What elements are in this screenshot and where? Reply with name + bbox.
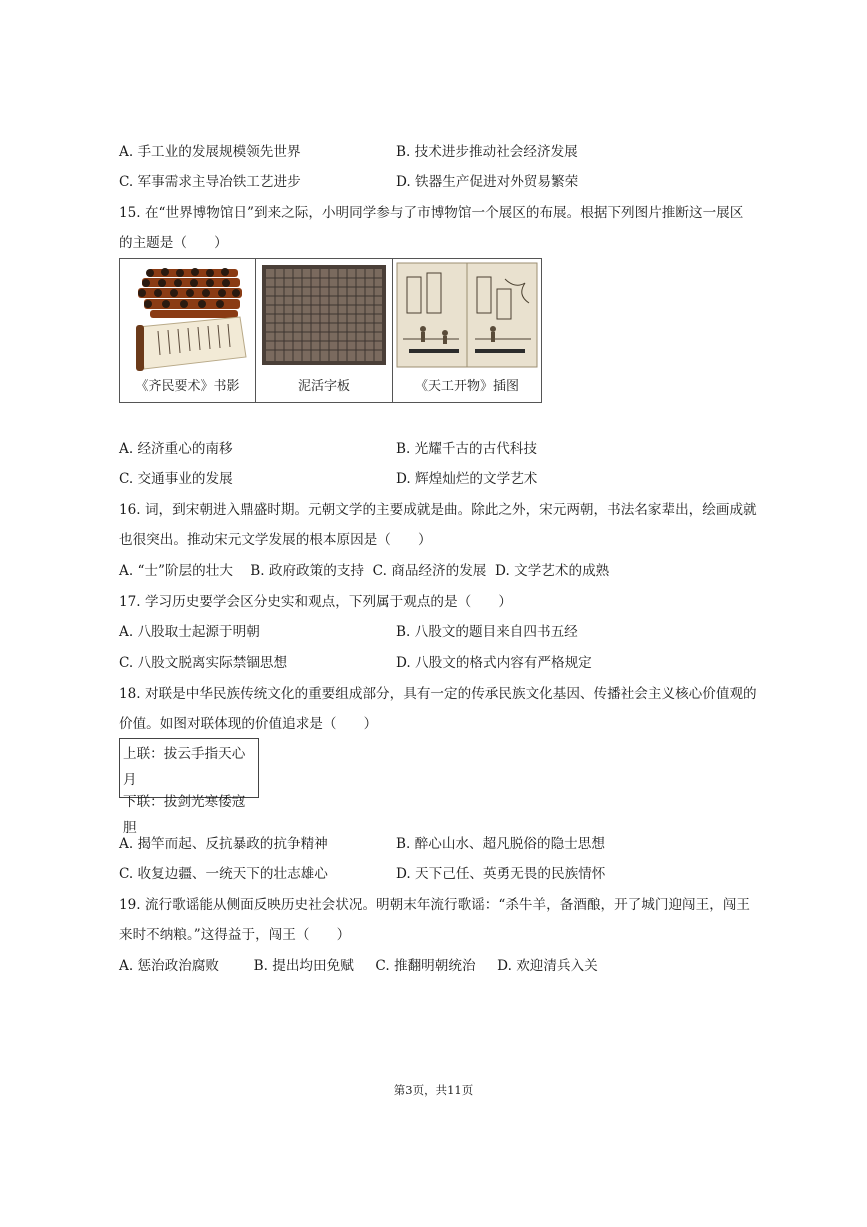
couplet-lower: 下联：拔剑光寒倭寇胆 (123, 794, 246, 836)
q19-option-c: C. 推翻明朝统治 (375, 958, 476, 974)
q15-stem-line2: 的主题是（ ） (119, 235, 228, 251)
q18-option-c: C. 收复边疆、一统天下的壮志雄心 (119, 866, 328, 882)
q17-option-c: C. 八股文脱离实际禁锢思想 (119, 655, 288, 671)
q15-option-b: B. 光耀千古的古代科技 (396, 441, 537, 457)
q17-option-a: A. 八股取士起源于明朝 (119, 624, 260, 640)
q19-option-a: A. 惩治政治腐败 (119, 958, 220, 974)
q18-stem-line2: 价值。如图对联体现的价值追求是（ ） (119, 716, 378, 732)
q19-option-d: D. 欢迎清兵入关 (497, 958, 598, 974)
tiangong-kaiwu-caption: 《天工开物》插图 (414, 379, 519, 394)
qiminyaoshu-caption: 《齐民要术》书影 (135, 379, 240, 394)
page-footer: 第3页，共11页 (393, 1083, 474, 1097)
tiangong-kaiwu-image (393, 259, 541, 402)
q14-option-b: B. 技术进步推动社会经济发展 (396, 144, 578, 160)
q19-option-b: B. 提出均田免赋 (253, 958, 354, 974)
q19-stem-line2: 来时不纳粮。”这得益于，闯王（ ） (119, 927, 351, 943)
q14-option-c: C. 军事需求主导冶铁工艺进步 (119, 174, 301, 190)
clay-type-image (256, 259, 393, 402)
q18-option-b: B. 醉心山水、超凡脱俗的隐士思想 (396, 836, 605, 852)
q15-stem-line1: 15. 在“世界博物馆日”到来之际，小明同学参与了市博物馆一个展区的布展。根据下列图片推断这一展区 (119, 205, 744, 221)
q14-option-a: A. 手工业的发展规模领先世界 (119, 144, 301, 160)
clay-type-caption: 泥活字板 (297, 379, 350, 394)
q15-option-a: A. 经济重心的南移 (119, 441, 233, 457)
q15-option-c: C. 交通事业的发展 (119, 471, 233, 487)
couplet-upper: 上联：拔云手指天心月 (123, 746, 246, 788)
q18-option-a: A. 揭竿而起、反抗暴政的抗争精神 (119, 836, 328, 852)
q19-options (119, 956, 598, 976)
q17-stem: 17. 学习历史要学会区分史实和观点，下列属于观点的是（ ） (119, 594, 512, 610)
q17-option-d: D. 八股文的格式内容有严格规定 (396, 655, 592, 671)
q18-stem-line1: 18. 对联是中华民族传统文化的重要组成部分，具有一定的传承民族文化基因、传播社会主义核心价值观的 (119, 686, 757, 702)
q15-image-strip (119, 258, 542, 403)
qiminyaoshu-image (120, 259, 256, 402)
q16-option-c: C. 商品经济的发展 (372, 563, 487, 579)
q16-stem-line2: 也很突出。推动宋元文学发展的根本原因是（ ） (119, 532, 432, 548)
q16-option-b: B. 政府政策的支持 (250, 563, 365, 579)
q16-option-d: D. 文学艺术的成熟 (495, 563, 610, 579)
q17-option-b: B. 八股文的题目来自四书五经 (396, 624, 578, 640)
q19-stem-line1: 19. 流行歌谣能从侧面反映历史社会状况。明朝末年流行歌谣：“杀牛羊，备酒酿，开了城门迎闯王，闯王 (119, 897, 751, 913)
q14-option-d: D. 铁器生产促进对外贸易繁荣 (396, 174, 579, 190)
q15-option-d: D. 辉煌灿烂的文学艺术 (396, 471, 538, 487)
q16-stem-line1: 16. 词，到宋朝进入鼎盛时期。元朝文学的主要成就是曲。除此之外，宋元两朝，书法名家辈出，绘画成就 (119, 502, 757, 518)
q16-option-a: A. “士”阶层的壮大 (119, 563, 233, 579)
q16-options (119, 561, 609, 581)
q18-option-d: D. 天下己任、英勇无畏的民族情怀 (396, 866, 606, 882)
couplet-box (119, 738, 259, 836)
